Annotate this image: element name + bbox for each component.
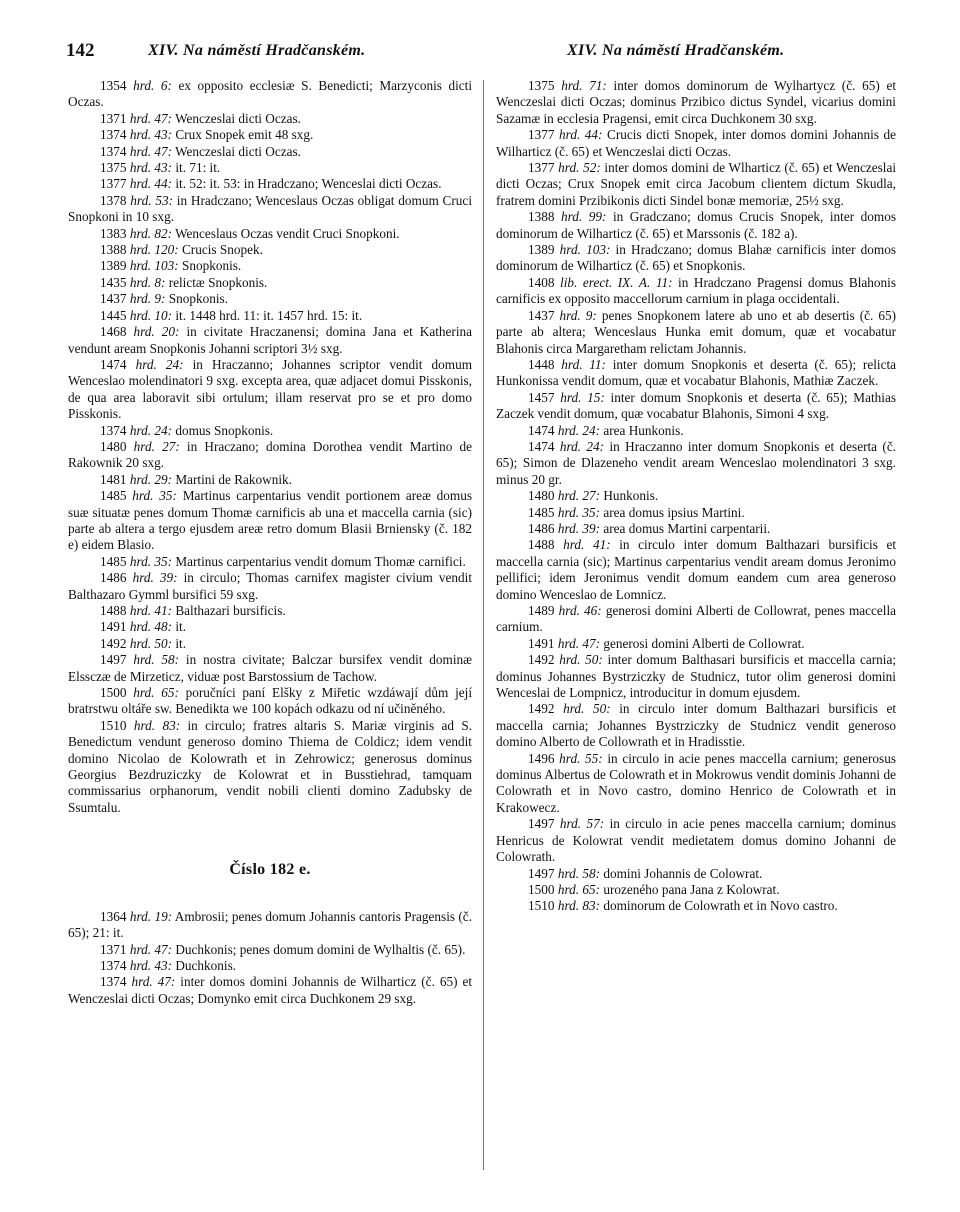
entry-reference: hrd. 41: [129, 603, 173, 618]
entry-reference: hrd. 39: [557, 520, 601, 536]
entry-text: Duchkonis; penes domum domini de Wylhaltis (č. 65). [175, 941, 466, 957]
record-entry [68, 242, 472, 258]
entry-reference: hrd. 35: [557, 504, 601, 520]
entry-text: in circulo in acie penes maccella carnium; dominus Henricus de Kolowrat vendit medietatem domus domino Johanni de Colowrath. [496, 816, 896, 865]
entry-year: 1364 [100, 908, 127, 924]
entry-reference: hrd. 82: [129, 225, 173, 241]
record-entry [68, 472, 472, 488]
entry-text: Martinus carpentarius vendit portionem areæ domus suæ situatæ penes domum Thomæ carnificis ab una et maccella carnia (sic) parte ab altera a tergo ejusdem areæ retro domum Blasii Brniensky (č. 182 e) eidem Blasio. [68, 488, 473, 553]
record-entry [68, 324, 472, 357]
entry-year: 1474 [528, 438, 555, 454]
entry-text: Wenczeslai dicti Oczas. [175, 143, 301, 159]
record-entry [496, 308, 896, 357]
record-entry [496, 160, 896, 209]
record-entry [68, 619, 472, 635]
entry-year: 1496 [528, 750, 555, 766]
entry-text: generosi domini Alberti de Collowrat, penes maccella carnium. [496, 603, 897, 635]
entry-reference: hrd. 57: [559, 816, 605, 832]
entry-reference: hrd. 27: [133, 438, 180, 454]
record-entry [68, 652, 472, 685]
entry-text: inter domum Snopkonis et deserta (č. 65); Mathias Zaczek vendit domum, quæ vocabatur Blahonis, Simoni 4 sxg. [496, 389, 896, 422]
record-entry [68, 554, 472, 570]
entry-text: Hunkonis. [603, 488, 659, 504]
record-entry [68, 570, 472, 603]
entry-reference: hrd. 103: [559, 242, 611, 258]
entry-reference: hrd. 6: [133, 78, 172, 93]
record-entry [496, 537, 896, 603]
record-entry [496, 439, 896, 488]
record-entry [496, 357, 896, 390]
entry-year: 1354 [100, 78, 127, 93]
record-entry [496, 866, 896, 882]
record-entry [68, 193, 472, 226]
entry-year: 1485 [100, 553, 127, 569]
entry-year: 1437 [100, 291, 127, 307]
entry-text: it. [175, 619, 187, 635]
entry-year: 1371 [100, 941, 127, 957]
entry-reference: hrd. 65: [133, 685, 179, 701]
record-entry [496, 390, 896, 423]
record-entry [496, 636, 896, 652]
entry-reference: hrd. 11: [561, 356, 606, 372]
entry-text: it. [175, 635, 187, 651]
entry-year: 1408 [528, 274, 555, 290]
entry-text: penes Snopkonem latere ab uno et ab desertis (č. 65) parte ab altera; Wenceslaus Hunka emit domum, quæ et vocabatur Blahonis circa Margaretham relictam Johannis. [496, 307, 897, 356]
entry-year: 1389 [528, 242, 555, 258]
entry-year: 1377 [528, 160, 555, 176]
entry-year: 1491 [528, 635, 555, 651]
entry-reference: hrd. 39: [132, 570, 178, 586]
entry-text: in Hradczano Pragensi domus Blahonis carnificis ex opposito maccellorum carnium in plaga occidentali. [496, 274, 896, 307]
left-entries-after-heading [68, 909, 472, 1007]
record-entry [496, 816, 896, 865]
entry-reference: hrd. 24: [135, 356, 184, 372]
entry-text: in circulo inter domum Balthazari bursificis et maccella carnia; Johannes Bystrziczky de Studnicz vendit generoso domino Alberto de Collowrath et in Hradisstie. [496, 701, 897, 750]
record-entry [496, 505, 896, 521]
entry-reference: hrd. 27: [557, 488, 601, 504]
entry-year: 1389 [100, 258, 127, 274]
left-column [68, 78, 472, 1007]
entry-year: 1491 [100, 619, 127, 635]
entry-reference: hrd. 50: [129, 635, 173, 651]
entry-text: relictæ Snopkonis. [168, 274, 268, 290]
entry-year: 1377 [100, 176, 127, 192]
entry-reference: hrd. 58: [133, 652, 180, 668]
record-entry [68, 718, 472, 816]
entry-reference: hrd. 24: [129, 422, 173, 438]
entry-reference: hrd. 65: [557, 881, 601, 897]
entry-year: 1474 [528, 422, 555, 438]
entry-text: Ambrosii; penes domum Johannis cantoris Pragensis (č. 65); 21: it. [68, 908, 473, 941]
entry-year: 1435 [100, 274, 127, 290]
entry-year: 1374 [100, 143, 127, 159]
entry-year: 1374 [100, 957, 127, 973]
entry-reference: hrd. 71: [561, 78, 607, 93]
running-head-right: XIV. Na náměstí Hradčanském. [567, 42, 785, 59]
entry-text: domus Snopkonis. [175, 422, 274, 438]
entry-text: ex opposito ecclesiæ S. Benedicti; Marzyconis dicti Oczas. [68, 78, 473, 110]
left-entries [68, 78, 472, 816]
entry-text: in Hraczanno inter domum Snopkonis et deserta (č. 65); Simon de Dlazeneho vendit aream Wenceslao molendinatori 3 sxg. minus 20 gr. [496, 438, 897, 487]
entry-year: 1486 [100, 570, 127, 586]
entry-text: poručníci paní Elšky z Miřetic wzdáwají dům její bratrstwu oltáře sw. Benedikta we 100 kopách odkazu od ní učiněného. [68, 685, 473, 717]
entry-year: 1500 [100, 685, 127, 701]
record-entry [68, 160, 472, 176]
entry-year: 1488 [100, 603, 127, 618]
entry-text: in Gradczano; domus Crucis Snopek, inter domos dominorum de Wilharticz (č. 65) et Marssonis (č. 182 a). [496, 209, 897, 241]
record-entry [496, 78, 896, 127]
entry-reference: hrd. 47: [129, 143, 173, 159]
entry-text: generosi domini Alberti de Collowrat. [603, 635, 805, 651]
record-entry [496, 423, 896, 439]
column-divider [483, 80, 484, 1170]
entry-year: 1374 [100, 422, 127, 438]
entry-text: Wenczeslai dicti Oczas. [175, 110, 301, 126]
entry-year: 1488 [528, 537, 555, 553]
record-entry [496, 521, 896, 537]
entry-year: 1378 [100, 192, 127, 208]
entry-reference: hrd. 120: [129, 242, 179, 258]
entry-reference: hrd. 99: [561, 209, 607, 225]
entry-reference: hrd. 24: [557, 422, 601, 438]
entry-reference: hrd. 47: [129, 110, 173, 126]
entry-reference: hrd. 50: [559, 652, 603, 668]
entry-reference: hrd. 47: [557, 635, 601, 651]
record-entry [68, 942, 472, 958]
entry-year: 1497 [528, 816, 555, 832]
entry-year: 1371 [100, 110, 127, 126]
entry-year: 1492 [528, 652, 555, 668]
entry-year: 1510 [100, 717, 127, 733]
entry-year: 1437 [528, 307, 555, 323]
entry-text: in Hradczano; domus Blahæ carnificis inter domos dominorum de Wilharticz (č. 65) et Snopkonis. [496, 242, 897, 274]
record-entry [68, 488, 472, 554]
record-entry [496, 898, 896, 914]
record-entry [68, 258, 472, 274]
record-entry [68, 958, 472, 974]
page-header [66, 40, 920, 66]
entry-text: inter domum Balthasari bursificis et maccella carnia; dominus Johannes Bystrziczky de Studnicz, tutor olim generosi domini Wenceslai de Lompnicz, introducitur in domum ejusdem. [496, 652, 897, 701]
page-number: 142 [66, 40, 95, 61]
record-entry [68, 127, 472, 143]
record-entry [68, 308, 472, 324]
entry-reference: hrd. 35: [129, 553, 173, 569]
entry-text: it. 1448 hrd. 11: it. 1457 hrd. 15: it. [175, 307, 363, 323]
entry-reference: hrd. 35: [132, 488, 177, 504]
entry-reference: hrd. 53: [130, 192, 173, 208]
entry-reference: hrd. 44: [129, 176, 173, 192]
entry-year: 1480 [528, 488, 555, 504]
record-entry [496, 751, 896, 817]
entry-year: 1468 [100, 324, 127, 340]
record-entry [496, 701, 896, 750]
record-entry [68, 974, 472, 1007]
entry-year: 1388 [528, 209, 555, 225]
entry-year: 1481 [100, 471, 127, 487]
entry-year: 1374 [100, 974, 127, 990]
entry-text: Duchkonis. [175, 957, 237, 973]
entry-reference: hrd. 43: [129, 160, 173, 176]
entry-year: 1486 [528, 520, 555, 536]
entry-text: in Hraczanno; Johannes scriptor vendit domum Wenceslao molendinatori 9 sxg. excepta area, quæ adjacet domui Pisskonis, de qua area laboravit sibi ortulum; illam reservat pro se et pro domo Pisskonis. [68, 356, 473, 422]
record-entry [68, 275, 472, 291]
record-entry [68, 176, 472, 192]
section-heading: Číslo 182 e. [229, 861, 311, 879]
entry-year: 1480 [100, 438, 127, 454]
entry-text: inter domos dominorum de Wylhartycz (č. 65) et Wenczeslai dicti Oczas; dominus Przibico dictus Syndel, vicarius domini Sazamæ in ecclesia Pragensi, emit circa Duchkonem 30 sxg. [496, 78, 897, 126]
entry-reference: hrd. 46: [558, 603, 602, 618]
entry-year: 1383 [100, 225, 127, 241]
entry-text: Balthazari bursificis. [175, 603, 286, 618]
entry-text: in circulo; Thomas carnifex magister civium vendit Balthazaro Gymml bursifici 59 sxg. [68, 570, 473, 602]
entry-year: 1375 [528, 78, 555, 93]
record-entry [68, 423, 472, 439]
entry-reference: hrd. 9: [129, 291, 166, 307]
entry-reference: hrd. 24: [559, 438, 605, 454]
entry-text: Martini de Rakownik. [175, 471, 292, 487]
entry-text: Crucis dicti Snopek, inter domos domini Johannis de Wilharticz (č. 65) et Wenczeslai dicti Oczas. [496, 127, 897, 159]
entry-reference: hrd. 83: [133, 717, 181, 733]
entry-year: 1510 [528, 898, 555, 914]
entry-reference: hrd. 10: [129, 307, 173, 323]
entry-year: 1485 [100, 488, 127, 504]
record-entry [68, 909, 472, 942]
record-entry [68, 291, 472, 307]
entry-text: area domus Martini carpentarii. [603, 520, 771, 536]
entry-text: Martinus carpentarius vendit domum Thomæ carnifici. [175, 553, 466, 569]
record-entry [496, 242, 896, 275]
entry-reference: hrd. 55: [559, 750, 603, 766]
entry-year: 1500 [528, 881, 555, 897]
entry-reference: hrd. 41: [563, 537, 611, 553]
entry-text: in Hradczano; Wenceslaus Oczas obligat domum Cruci Snopkoni in 10 sxg. [68, 192, 472, 225]
record-entry [496, 652, 896, 701]
entry-text: Snopkonis. [181, 258, 242, 274]
entry-year: 1374 [100, 127, 127, 143]
entry-reference: hrd. 29: [129, 471, 173, 487]
record-entry [68, 78, 472, 111]
entry-reference: hrd. 43: [129, 127, 173, 143]
entry-text: it. 52: it. 53: in Hradczano; Wenceslai dicti Oczas. [175, 176, 442, 192]
entry-text: it. 71: it. [175, 160, 221, 176]
entry-text: in Hraczano; domina Dorothea vendit Martino de Rakownik 20 sxg. [68, 438, 473, 471]
entry-year: 1377 [528, 127, 555, 143]
entry-reference: hrd. 48: [129, 619, 173, 635]
record-entry [68, 226, 472, 242]
record-entry [68, 636, 472, 652]
entry-year: 1492 [528, 701, 555, 717]
right-entries [496, 78, 896, 915]
record-entry [496, 488, 896, 504]
record-entry [496, 127, 896, 160]
entry-text: in circulo in acie penes maccella carnium; generosus dominus Albertus de Colowrath et in Mokrowus vendit dominis Johanni de Colowrath et in Novo castro, domino Henrico de Colowrath et in Krakowecz. [496, 750, 896, 815]
entry-text: urozeného pana Jana z Kolowrat. [603, 881, 780, 897]
entry-text: in circulo inter domum Balthazari bursificis et maccella carnia (sic); Martinus carpentarius vendit aream domus Jeronimo pellifici; idem Jeronimus vendit domum eandem cum area generoso domino Wenceslao de Lomnicz. [496, 537, 897, 602]
entry-text: inter domos domini Johannis de Wilharticz (č. 65) et Wenczeslai dicti Oczas; Domynko emit circa Duchkonem 29 sxg. [68, 974, 473, 1006]
running-head-left: XIV. Na náměstí Hradčanském. [148, 42, 366, 59]
record-entry [496, 275, 896, 308]
entry-text: Wenceslaus Oczas vendit Cruci Snopkoni. [175, 225, 400, 241]
entry-text: area Hunkonis. [603, 422, 684, 438]
record-entry [68, 439, 472, 472]
entry-text: in circulo; fratres altaris S. Mariæ virginis ad S. Benedictum vendunt generoso domino Thiema de Coldicz; idem vendit domino Nicolao de Kolowrath et in Zehrowicz; generosus dominus Georgius Bezdruziczky de Kolowrat et in Busstiehrad, tamquam commissarius orphanorum, vendit nobili clienti domino Zadubsky de Ssumtalu. [68, 717, 473, 815]
entry-text: domini Johannis de Colowrat. [603, 865, 763, 881]
record-entry [68, 357, 472, 423]
entry-text: area domus ipsius Martini. [603, 504, 745, 520]
entry-year: 1457 [528, 389, 555, 405]
entry-text: dominorum de Colowrath et in Novo castro. [603, 898, 838, 914]
entry-reference: hrd. 19: [129, 908, 173, 924]
entry-text: Crucis Snopek. [181, 242, 263, 258]
record-entry [496, 603, 896, 636]
entry-reference: hrd. 58: [557, 865, 601, 881]
entry-text: inter domum Snopkonis et deserta (č. 65); relicta Hunkonissa vendit domum, quæ et vocabatur Blahonis, Mathiæ Zaczek. [496, 356, 897, 389]
entry-text: inter domos domini de Wlharticz (č. 65) et Wenczeslai dicti Oczas; Crux Snopek emit circa Jacobum clientem dictum Skudla, fratrem domini Przibikonis dicti Sindel bonæ memoriæ, 25½ sxg. [496, 160, 897, 208]
right-column [496, 78, 896, 915]
entry-reference: hrd. 15: [560, 389, 605, 405]
entry-reference: hrd. 83: [557, 898, 601, 914]
entry-year: 1489 [528, 603, 555, 618]
entry-text: in nostra civitate; Balczar bursifex vendit dominæ Elssczæ de Mirzeticz, viduæ post Barstossium de Tachow. [68, 652, 473, 684]
record-entry [68, 603, 472, 619]
entry-reference: hrd. 52: [558, 160, 601, 176]
entry-year: 1485 [528, 504, 555, 520]
entry-reference: hrd. 47: [131, 974, 176, 990]
record-entry [68, 685, 472, 718]
entry-reference: hrd. 50: [563, 701, 611, 717]
entry-reference: hrd. 43: [129, 957, 173, 973]
entry-text: Snopkonis. [168, 291, 228, 307]
entry-reference: lib. erect. IX. A. 11: [560, 274, 673, 290]
entry-year: 1375 [100, 160, 127, 176]
entry-year: 1474 [100, 356, 127, 372]
record-entry [68, 144, 472, 160]
entry-year: 1448 [528, 356, 555, 372]
record-entry [496, 882, 896, 898]
entry-reference: hrd. 20: [133, 324, 180, 340]
entry-year: 1388 [100, 242, 127, 258]
entry-year: 1497 [100, 652, 127, 668]
record-entry [68, 111, 472, 127]
entry-year: 1497 [528, 865, 555, 881]
entry-reference: hrd. 9: [559, 307, 597, 323]
record-entry [496, 209, 896, 242]
entry-text: in civitate Hraczanensi; domina Jana et Katherina vendunt aream Snopkonis Johanni scriptori 3½ sxg. [68, 324, 473, 356]
entry-reference: hrd. 8: [129, 274, 166, 290]
entry-reference: hrd. 44: [559, 127, 603, 143]
entry-year: 1492 [100, 635, 127, 651]
entry-text: Crux Snopek emit 48 sxg. [175, 127, 314, 143]
entry-reference: hrd. 103: [129, 258, 179, 274]
entry-year: 1445 [100, 307, 127, 323]
entry-reference: hrd. 47: [129, 941, 173, 957]
